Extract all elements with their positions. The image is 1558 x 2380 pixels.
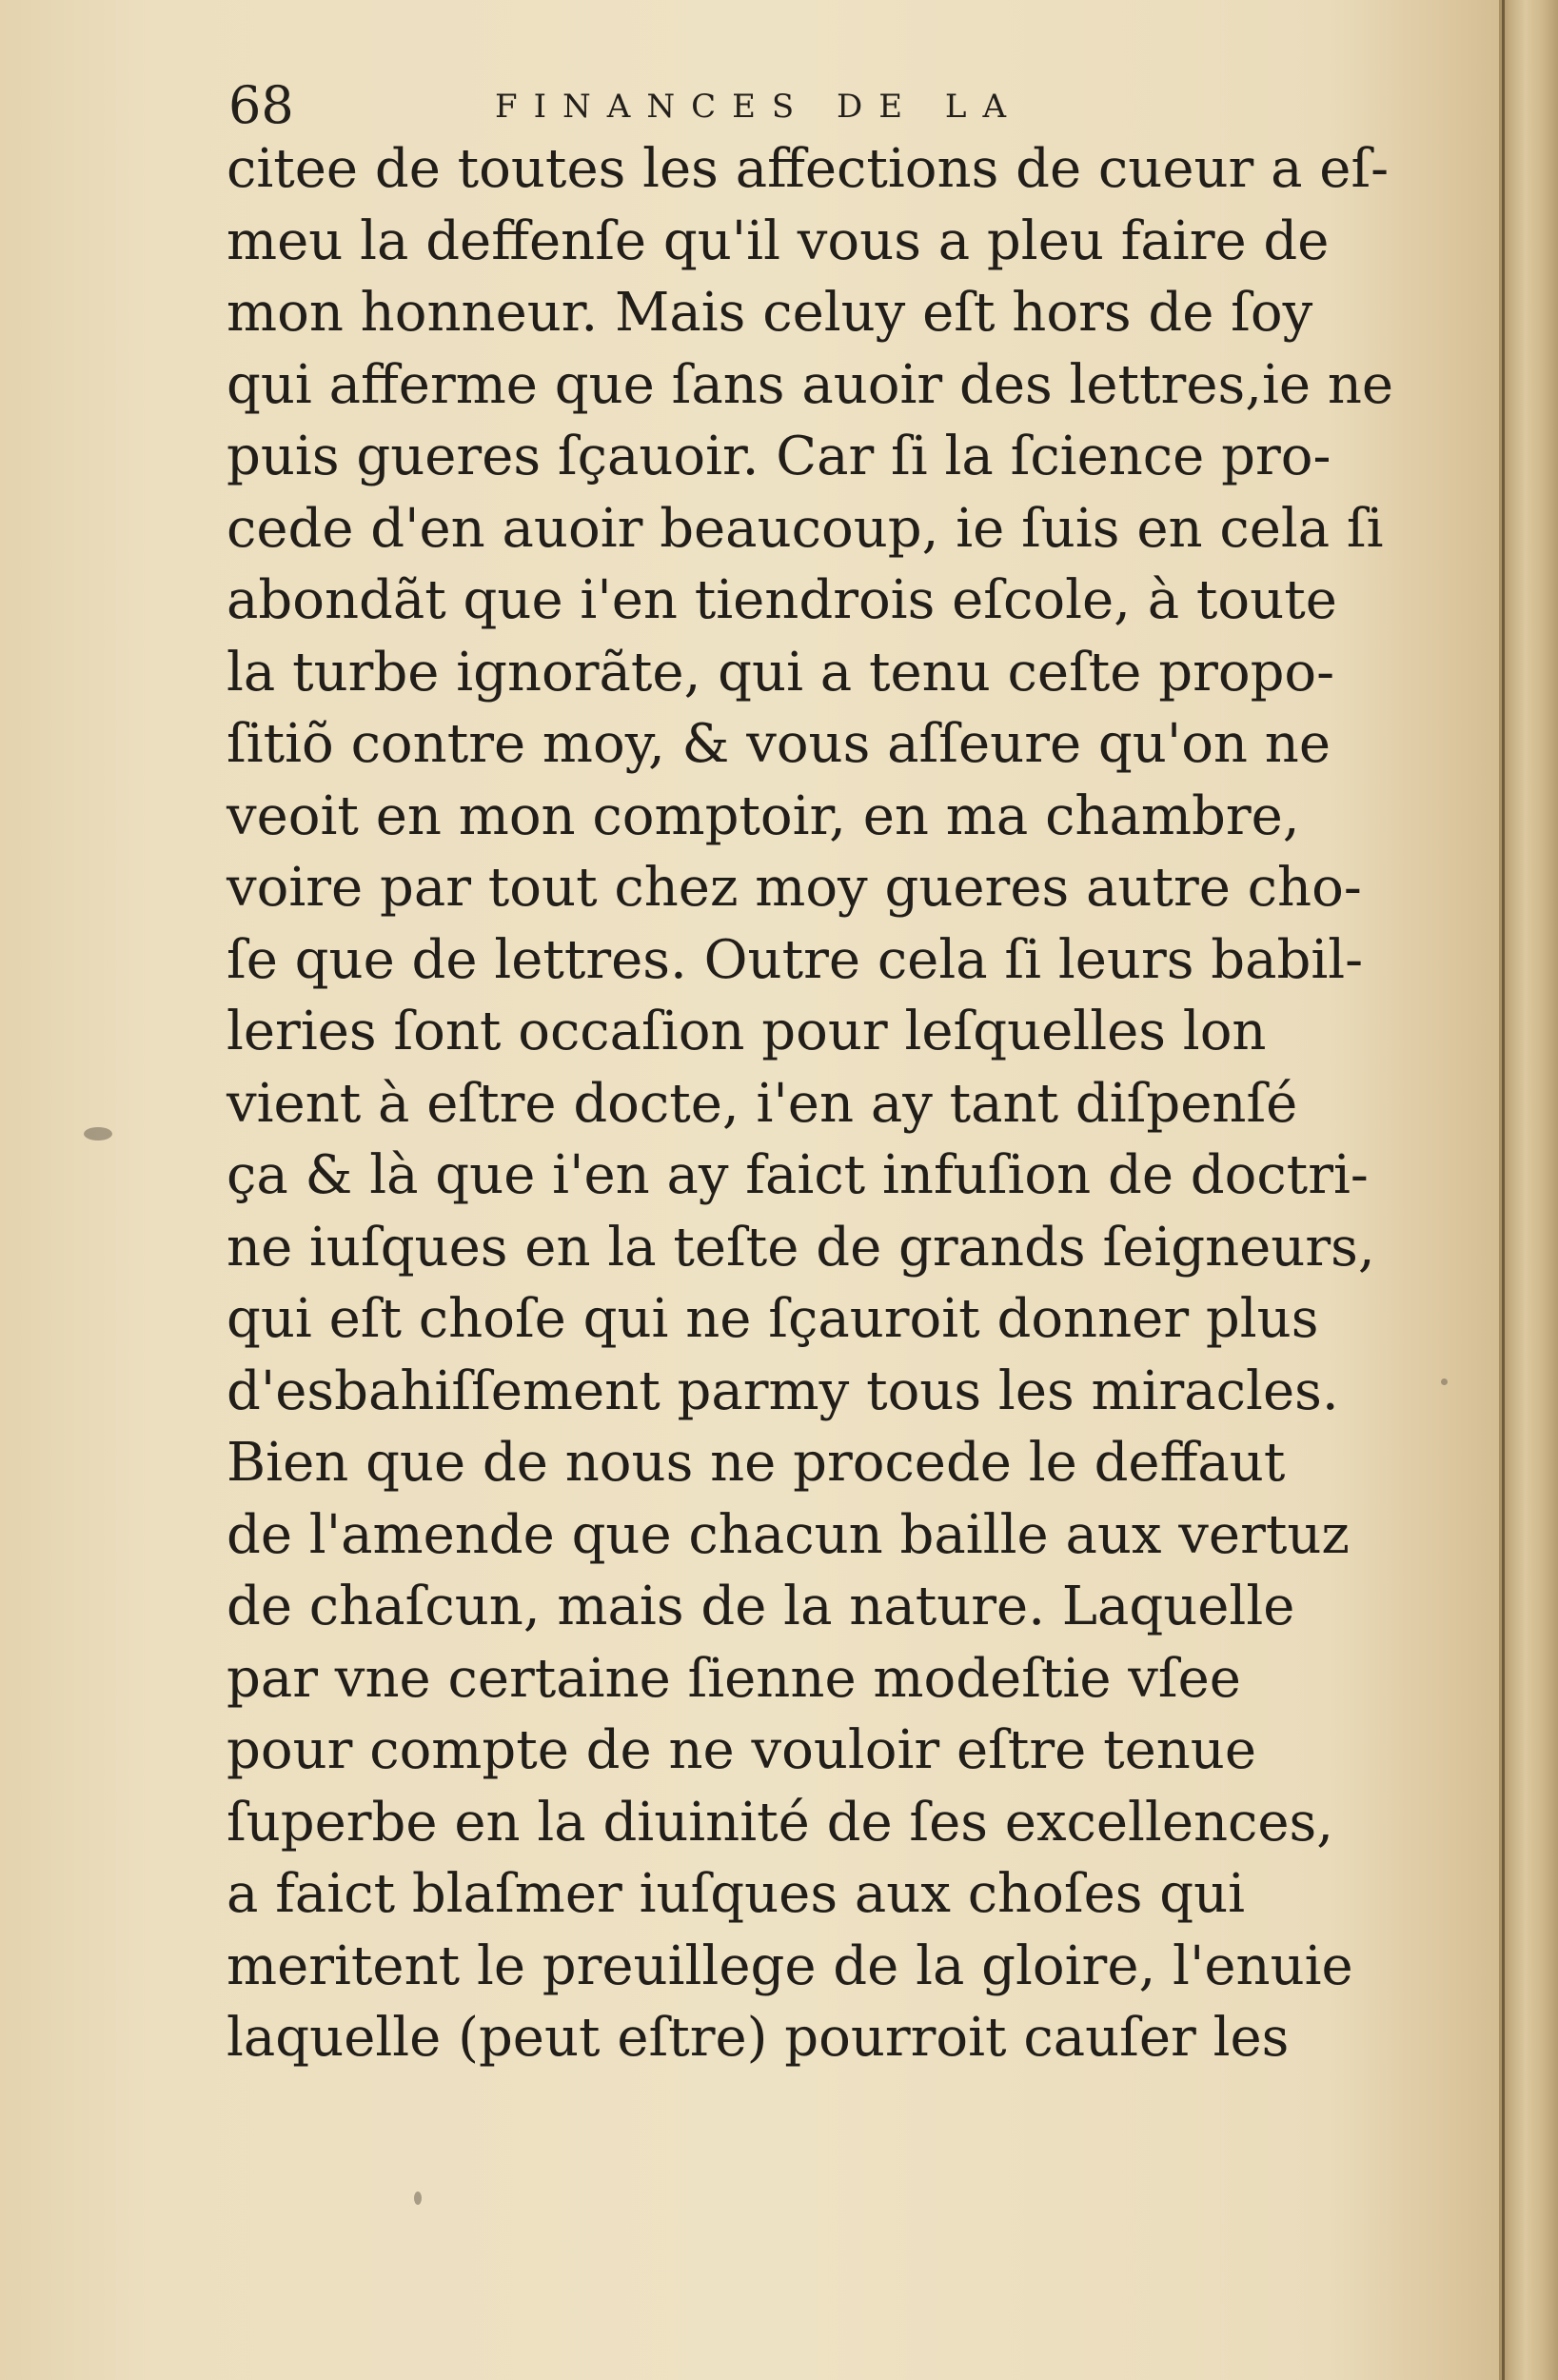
page-number: 68 xyxy=(228,75,294,135)
text-line: par vne certaine ſienne modeſtie vſee xyxy=(227,1647,1241,1710)
text-line: d'esbahiſſement parmy tous les miracles. xyxy=(227,1359,1339,1422)
ink-speck xyxy=(84,1127,112,1140)
text-line: ſuperbe en la diuinité de ſes excellences, xyxy=(227,1791,1334,1854)
text-line: la turbe ignorãte, qui a tenu ceſte propo- xyxy=(227,641,1335,704)
page-header xyxy=(228,75,1180,135)
text-line: laquelle (peut eſtre) pourroit cauſer les xyxy=(227,2007,1290,2069)
text-line: cede d'en auoir beaucoup, ie ſuis en cela ſi xyxy=(227,497,1384,560)
text-line: a faict blaſmer iuſques aux choſes qui xyxy=(227,1863,1246,1925)
text-line: voire par tout chez moy gueres autre cho- xyxy=(227,857,1362,919)
text-line: ſitiõ contre moy, & vous aſſeure qu'on ne xyxy=(227,713,1331,775)
page-edge-shadow xyxy=(1502,0,1505,2380)
text-line: qui eſt choſe qui ne ſçauroit donner plus xyxy=(227,1288,1319,1350)
text-line: mon honneur. Mais celuy eſt hors de ſoy xyxy=(227,282,1313,344)
text-line: de chaſcun, mais de la nature. Laquelle xyxy=(227,1576,1295,1637)
text-line: qui afferme que ſans auoir des lettres,ie ne xyxy=(227,353,1394,416)
text-line: leries ſont occaſion pour leſquelles lon xyxy=(227,1001,1267,1062)
running-title: FINANCES DE LA xyxy=(495,88,1023,126)
text-line: ne iuſques en la teſte de grands ſeigneurs, xyxy=(227,1216,1375,1279)
ink-speck xyxy=(414,2192,422,2205)
text-line: de l'amende que chacun baille aux vertuz xyxy=(227,1503,1350,1566)
text-line: meu la deffenſe qu'il vous a pleu faire de xyxy=(227,209,1330,272)
text-line: veoit en mon comptoir, en ma chambre, xyxy=(227,784,1300,847)
text-line: puis gueres ſçauoir. Car ſi la ſcience pro- xyxy=(227,426,1331,487)
text-line: abondãt que i'en tiendrois eſcole, à toute xyxy=(227,569,1337,631)
text-line: vient à eſtre docte, i'en ay tant diſpenſé xyxy=(227,1072,1298,1135)
page-binding-edge xyxy=(1499,0,1558,2380)
text-line: meritent le preuillege de la gloire, l'enuie xyxy=(227,1934,1353,1997)
text-line: Bien que de nous ne procede le deffaut xyxy=(227,1432,1286,1494)
text-line: pour compte de ne vouloir eſtre tenue xyxy=(227,1719,1256,1781)
ink-speck xyxy=(1441,1378,1448,1385)
body-text xyxy=(227,133,1394,2074)
text-line: citee de toutes les affections de cueur a eſ- xyxy=(227,138,1390,200)
text-line: ſe que de lettres. Outre cela ſi leurs babil- xyxy=(227,928,1364,991)
text-line: ça & là que i'en ay faict infuſion de doctri- xyxy=(227,1144,1369,1206)
